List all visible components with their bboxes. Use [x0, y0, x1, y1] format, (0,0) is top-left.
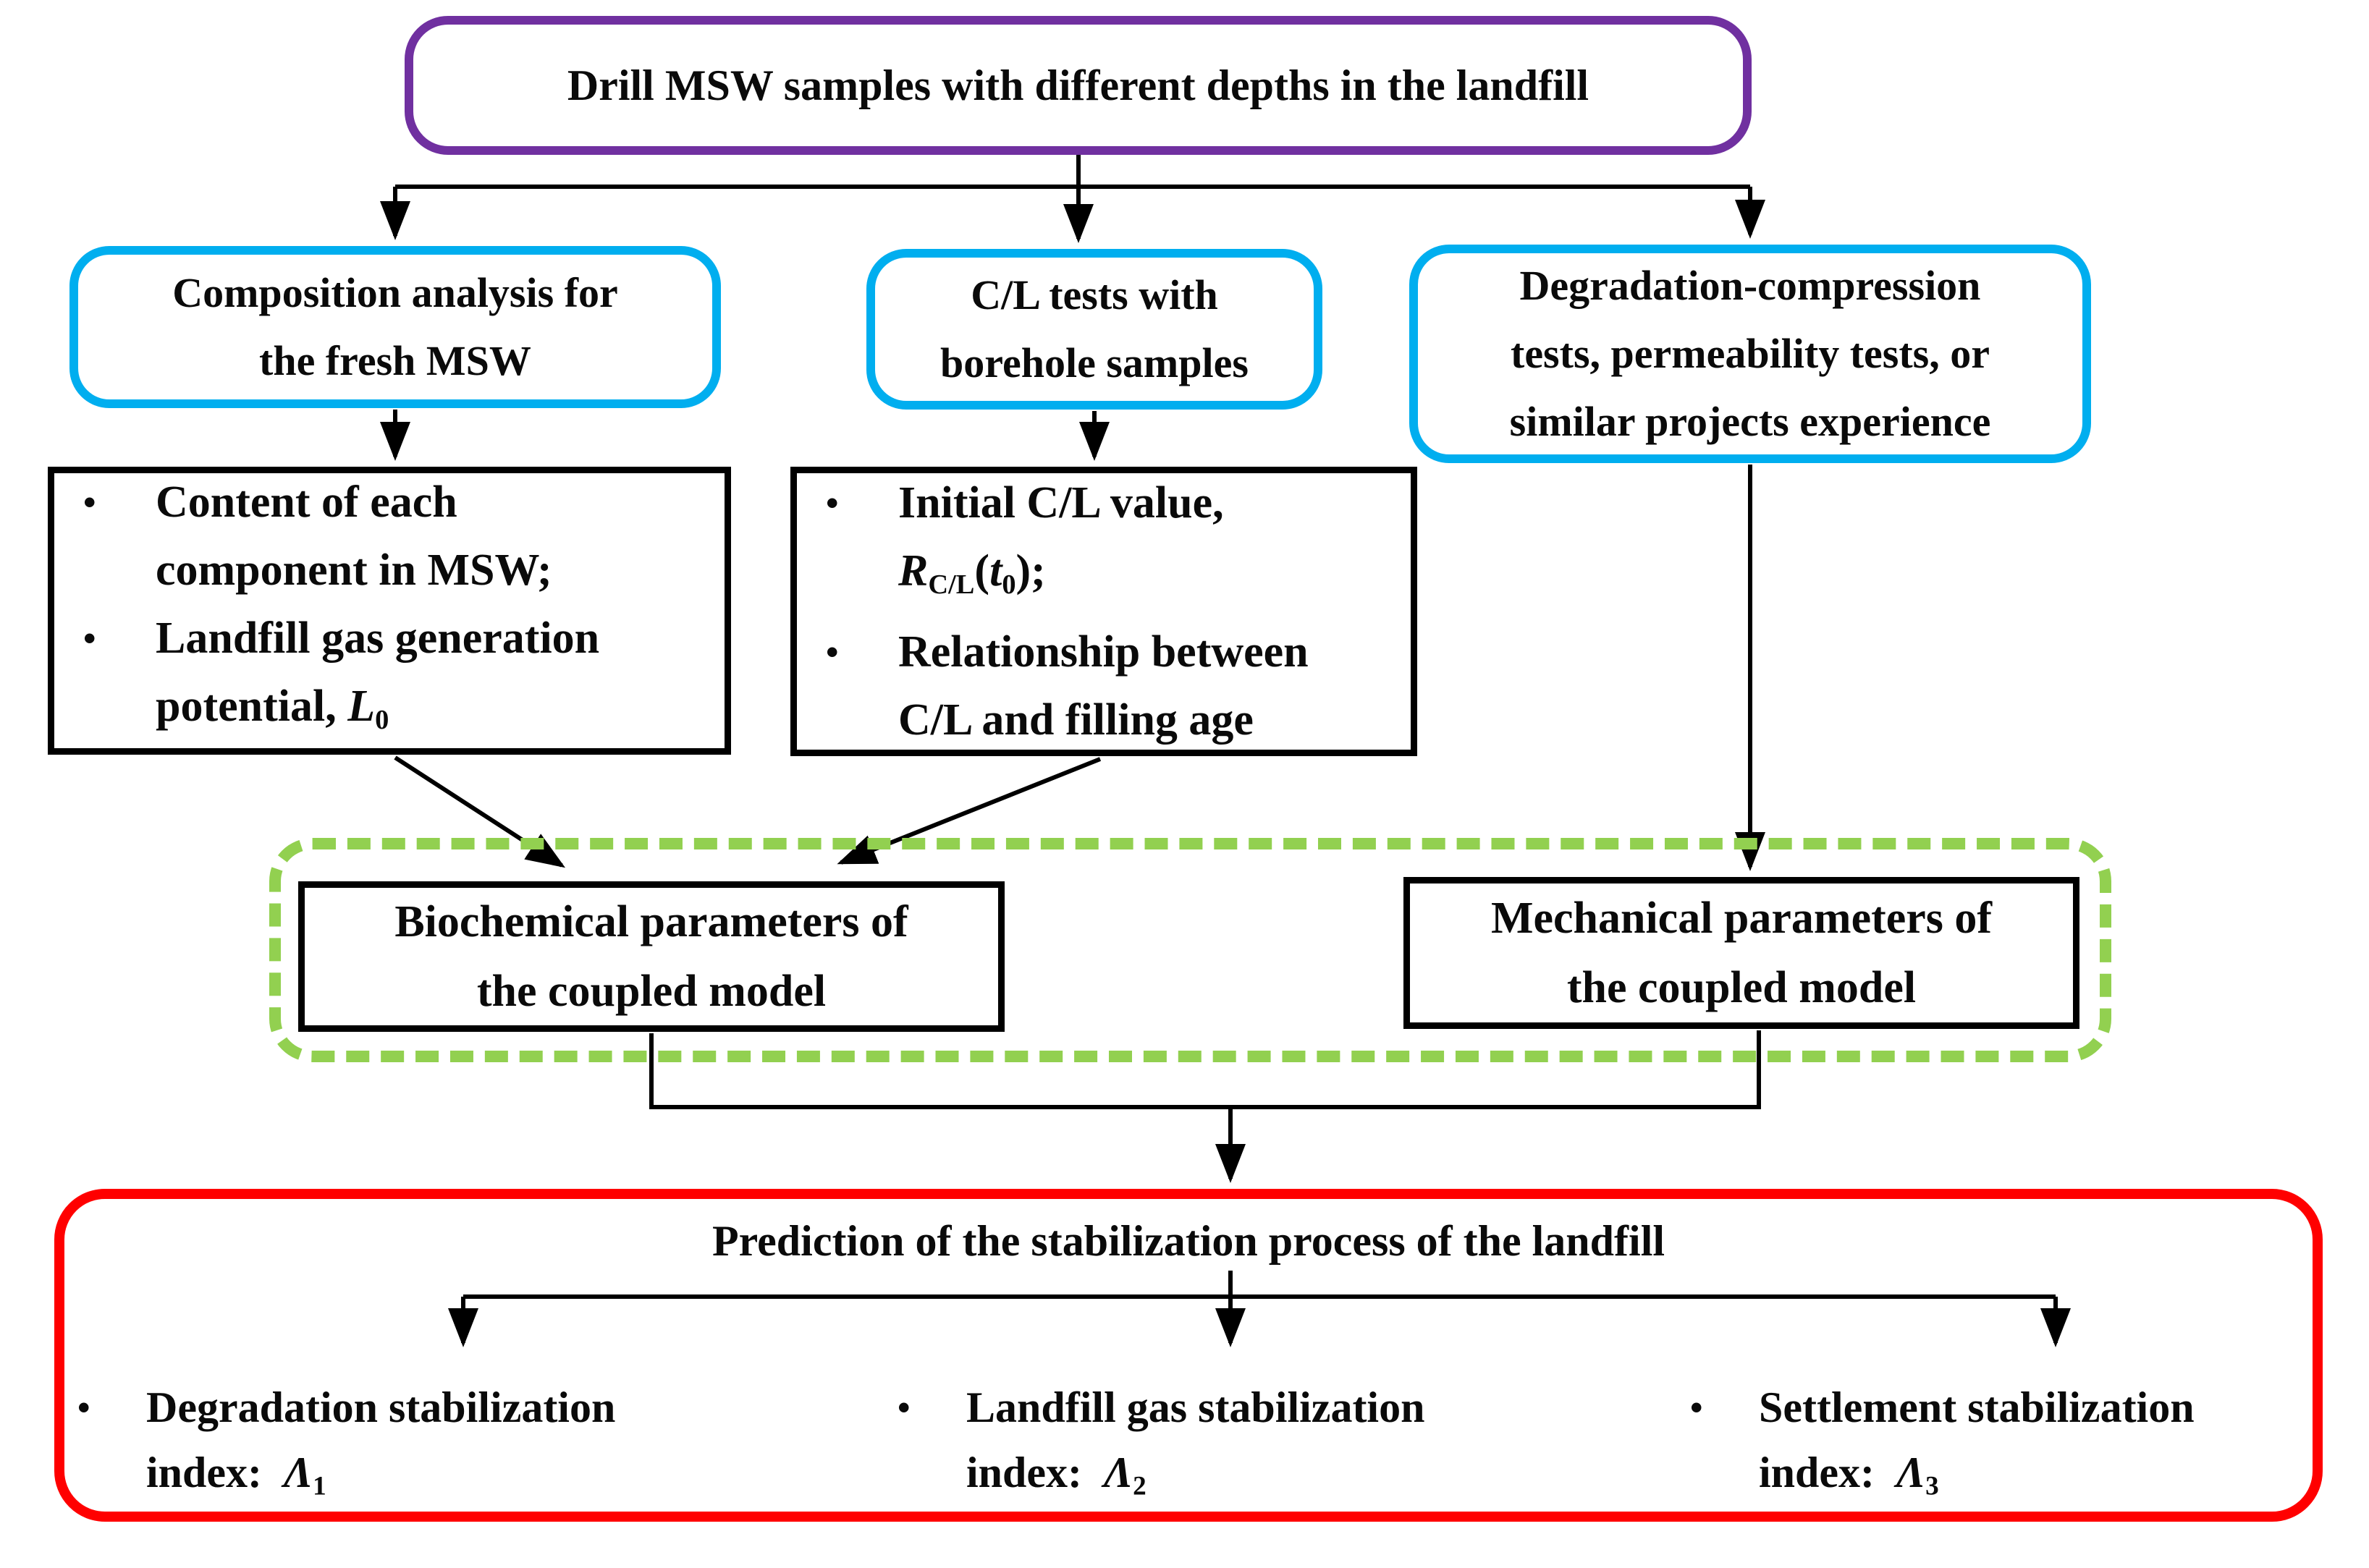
index-item-settlement	[1690, 1375, 2341, 1519]
msw-content-item-2: Landfill gas generation potential, L0	[156, 613, 600, 735]
composition-analysis-label: Composition analysis for the fresh MSW	[172, 269, 618, 384]
cl-tests-label: C/L tests with borehole samples	[940, 271, 1249, 386]
bullet-icon: •	[1690, 1387, 1703, 1428]
bullet-icon: •	[77, 1387, 90, 1428]
bullet-icon: •	[83, 617, 96, 658]
msw-content-item-1: Content of each component in MSW;	[156, 477, 552, 595]
cl-value-item-1: Initial C/L value, RC/L(t0);	[898, 478, 1224, 600]
degradation-tests-label: Degradation-compression tests, permeability tests, or similar projects experience	[1509, 262, 1991, 445]
cl-value-item-2: Relationship between C/L and filling age	[898, 627, 1309, 745]
list-item	[817, 469, 1403, 619]
mechanical-parameters-box	[1403, 877, 2079, 1029]
degradation-tests-box	[1409, 245, 2091, 463]
list-item	[75, 468, 717, 604]
landfill-gas-index-label: Landfill gas stabilization index: Λ2	[966, 1383, 1425, 1501]
bullet-icon: •	[83, 481, 96, 522]
prediction-title: Prediction of the stabilization process of the landfill	[711, 1217, 1665, 1265]
biochemical-parameters-label: Biochemical parameters of the coupled model	[394, 897, 908, 1016]
list-item	[817, 618, 1403, 754]
bullet-icon: •	[826, 482, 839, 523]
drill-samples-label: Drill MSW samples with different depths in the landfill	[567, 62, 1589, 109]
index-item-degradation	[77, 1375, 845, 1519]
drill-samples-box	[405, 16, 1752, 155]
biochemical-parameters-box	[298, 881, 1005, 1032]
settlement-index-label: Settlement stabilization index: Λ3	[1759, 1383, 2195, 1501]
msw-content-list-box	[48, 467, 731, 755]
cl-value-list-box	[790, 467, 1417, 756]
bullet-icon: •	[898, 1387, 911, 1428]
index-item-landfill-gas	[898, 1375, 1665, 1519]
degradation-index-label: Degradation stabilization index: Λ1	[146, 1383, 616, 1501]
list-item	[75, 604, 717, 754]
composition-analysis-box	[69, 246, 721, 408]
cl-tests-box	[866, 249, 1322, 410]
mechanical-parameters-label: Mechanical parameters of the coupled model	[1490, 894, 1993, 1012]
bullet-icon: •	[826, 632, 839, 673]
